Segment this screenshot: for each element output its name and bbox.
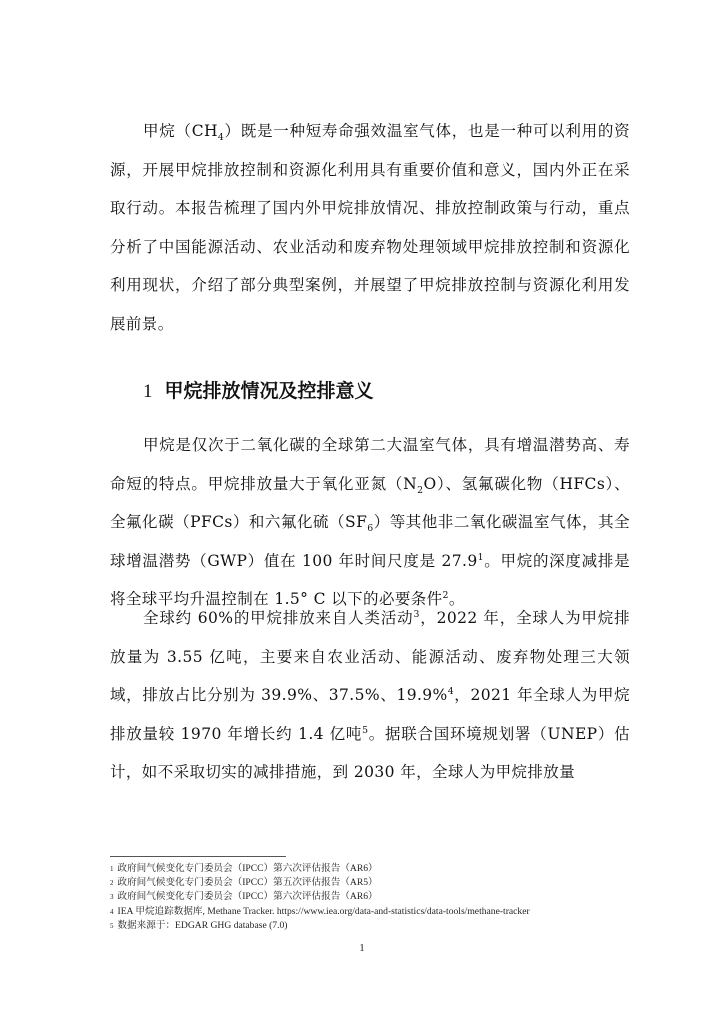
sf6-subscript: 6	[367, 523, 374, 535]
para1-text-a: 甲烷是仅次于二氧化碳的全球第二大温室气体，具有增温潜势高、寿命短的特点。甲烷排放量大于氧化亚氮（N	[110, 436, 630, 493]
para1-text-c: ）等其他非二氧化碳温室气体，其全球增温潜势（GWP）值在 100 年时间尺度是 27.9	[110, 513, 630, 570]
footnote-ref-5[interactable]: 5	[362, 724, 369, 736]
section-number: 1	[143, 381, 153, 402]
para2-text-b: ，2022 年，全球人为甲烷排放量为 3.55 亿吨，主要来自农业活动、能源活动、废弃物处理三大领域，排放占比分别为 39.9%、37.5%、19.9%	[110, 609, 630, 704]
footnote-item	[110, 862, 650, 876]
footnote-text: IEA 甲烷追踪数据库, Methane Tracker. https://www.iea.org/data-and-statistics/data-tools/methane-tracker	[117, 905, 530, 917]
footnote-text: 政府间气候变化专门委员会（IPCC）第五次评估报告（AR5）	[117, 877, 378, 889]
footnote-ref-4[interactable]: 4	[447, 685, 455, 697]
footnote-item	[110, 890, 650, 904]
section-heading	[143, 376, 374, 403]
section-paragraph-2	[110, 599, 630, 792]
footnote-item	[110, 919, 650, 933]
para2-text-c: ，2021 年全球人为甲烷排放量较 1970 年增长约 1.4 亿吨	[110, 686, 630, 743]
footnote-ref-3[interactable]: 3	[413, 608, 420, 620]
footnote-number: 4	[110, 907, 114, 916]
footnote-number: 2	[110, 879, 114, 888]
para2-text-a: 全球约 60%的甲烷排放来自人类活动	[143, 609, 414, 627]
footnotes-list	[110, 862, 650, 933]
section-title: 甲烷排放情况及控排意义	[164, 380, 374, 402]
footnote-item	[110, 905, 650, 919]
page-number: 1	[359, 942, 365, 954]
footnote-text: 政府间气候变化专门委员会（IPCC）第六次评估报告（AR6）	[117, 891, 378, 903]
ch4-subscript: 4	[217, 132, 225, 144]
footnote-text: 数据来源于：EDGAR GHG database (7.0)	[117, 919, 288, 931]
section-paragraph-1	[110, 426, 630, 619]
footnote-number: 3	[110, 893, 114, 902]
footnote-ref-2[interactable]: 2	[442, 589, 449, 601]
intro-text-2: ）既是一种短寿命强效温室气体，也是一种可以利用的资源，开展甲烷排放控制和资源化利用具有重要价值和意义，国内外正在采取行动。本报告梳理了国内外甲烷排放情况、排放控制政策与行动，重点分析了中国能源活动、农业活动和废弃物处理领域甲烷排放控制和资源化利用现状，介绍了部分典型案例，并展望了甲烷排放控制与资源化利用发展前景。	[110, 122, 630, 333]
para2-text-d: 。据联合国环境规划署（UNEP）估计，如不采取切实的减排措施，到 2030 年，全球人为甲烷排放量	[110, 724, 630, 781]
footnote-number: 5	[110, 921, 114, 930]
footnote-divider	[110, 856, 286, 857]
footnote-ref-1[interactable]: 1	[477, 551, 484, 563]
n2o-subscript: 2	[417, 484, 424, 496]
intro-text-1: 甲烷（CH	[143, 122, 218, 140]
para1-text-b: O）、氢氟碳化物（HFCs）、全氟化碳（PFCs）和六氟化硫（SF	[110, 474, 630, 531]
para1-text-e: 。	[448, 590, 465, 608]
para1-text-d: 。甲烷的深度减排是将全球平均升温控制在 1.5° C 以下的必要条件	[110, 551, 630, 608]
footnote-text: 政府间气候变化专门委员会（IPCC）第六次评估报告（AR6）	[117, 863, 378, 874]
intro-paragraph	[110, 112, 630, 343]
footnote-item	[110, 876, 650, 890]
footnote-number: 1	[110, 865, 114, 873]
